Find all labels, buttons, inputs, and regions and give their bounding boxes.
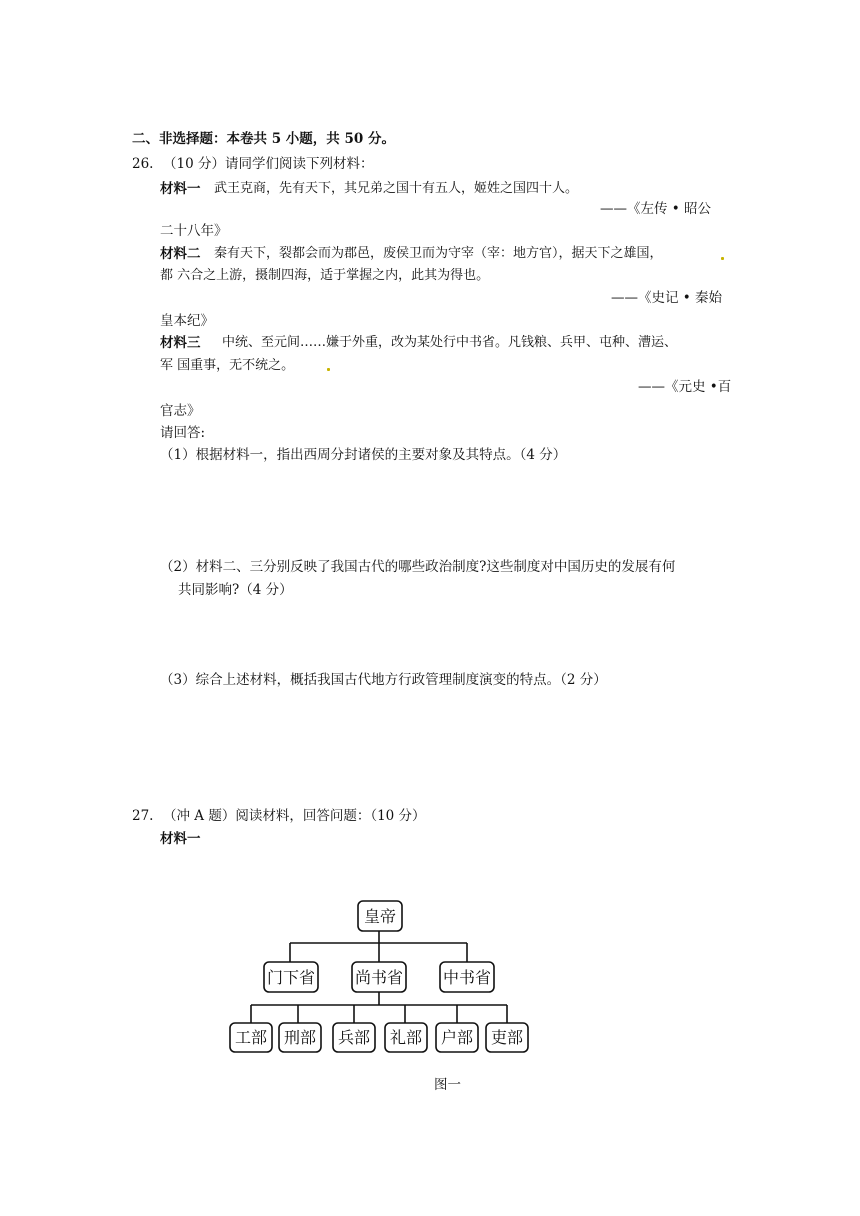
material-2-text: 秦有天下，裂都会而为郡邑，废侯卫而为守宰（宰：地方官），据天下之雄国， bbox=[214, 246, 663, 261]
sub-question-3: （3）综合上述材料，概括我国古代地方行政管理制度演变的特点。（2 分） bbox=[160, 672, 607, 688]
q27-intro: （冲 A 题）阅读材料，回答问题：（10 分） bbox=[163, 808, 426, 824]
material-3-label: 材料三 bbox=[160, 335, 201, 351]
sub-question-2-cont: 共同影响?（4 分） bbox=[178, 582, 293, 598]
material-2-text-cont: 都 六合之上游，摄制四海，适于掌握之内，此其为得也。 bbox=[160, 268, 490, 283]
ministry-justice-label: 刑部 bbox=[283, 1028, 317, 1047]
figure-caption: 图一 bbox=[434, 1077, 461, 1093]
answer-prompt: 请回答: bbox=[160, 425, 206, 441]
material-1-text: 武王克商，先有天下，其兄弟之国十有五人，姬姓之国四十人。 bbox=[214, 181, 579, 196]
department-of-state-affairs-label: 尚书省 bbox=[354, 968, 404, 987]
section-heading: 二、非选择题：本卷共 5 小题，共 50 分。 bbox=[132, 131, 395, 147]
material-2-source-cont: 皇本纪》 bbox=[160, 313, 214, 329]
sub-question-1: （1）根据材料一，指出西周分封诸侯的主要对象及其特点。（4 分） bbox=[160, 447, 567, 463]
secretariat-label: 中书省 bbox=[442, 968, 492, 987]
material-3-source: ——《元史 •百 bbox=[638, 379, 732, 395]
material-1-source-cont: 二十八年》 bbox=[160, 223, 228, 239]
ministry-rites-label: 礼部 bbox=[389, 1028, 423, 1047]
emperor-label: 皇帝 bbox=[363, 907, 397, 926]
material-1-source: ——《左传 • 昭公 bbox=[600, 201, 712, 217]
material-3-text-cont: 军 国重事，无不统之。 bbox=[160, 358, 295, 373]
sub-question-2: （2）材料二、三分别反映了我国古代的哪些政治制度?这些制度对中国历史的发展有何 bbox=[160, 559, 676, 575]
material-2-source: ——《史记 • 秦始 bbox=[611, 290, 723, 306]
q26-number: 26. bbox=[132, 156, 154, 172]
q27-material-1-label: 材料一 bbox=[160, 831, 201, 847]
material-3-text: 中统、至元间……嫌于外重，改为某处行中书省。凡钱粮、兵甲、屯种、漕运、 bbox=[222, 335, 678, 350]
q26-intro: （10 分）请同学们阅读下列材料： bbox=[163, 156, 374, 172]
ministry-war-label: 兵部 bbox=[337, 1028, 371, 1047]
chancellery-label: 门下省 bbox=[266, 968, 316, 987]
ministry-revenue-label: 户部 bbox=[440, 1028, 474, 1047]
material-3-source-cont: 官志》 bbox=[160, 403, 201, 419]
material-1-label: 材料一 bbox=[160, 181, 201, 197]
ministry-works-label: 工部 bbox=[234, 1028, 268, 1047]
ministry-personnel-label: 吏部 bbox=[490, 1028, 524, 1047]
q27-number: 27. bbox=[132, 808, 154, 824]
material-2-label: 材料二 bbox=[160, 246, 201, 262]
